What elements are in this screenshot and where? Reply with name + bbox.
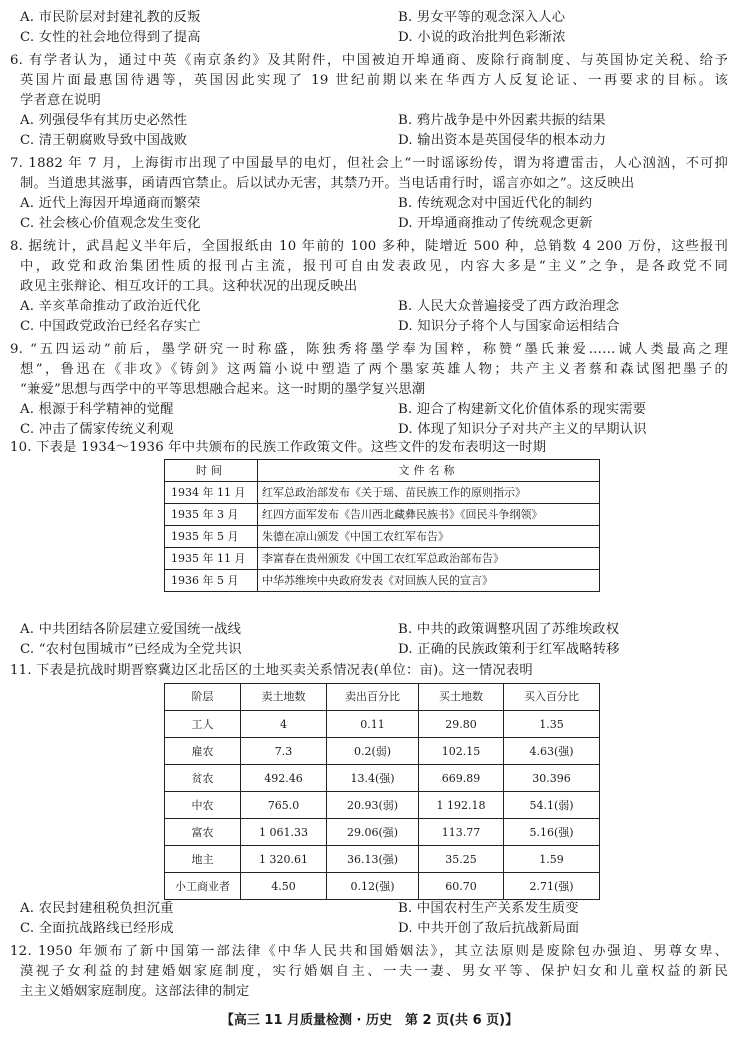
q11-option-a: A. 农民封建租税负担沉重 xyxy=(20,901,174,916)
table-cell: 2.71(强) xyxy=(504,873,600,900)
q6-stem-line-1: 6. 有学者认为，通过中英《南京条约》及其附件，中国被迫开埠通商、废除行商制度、与英国协定关税、给予 xyxy=(10,53,728,68)
table-cell: 1 320.61 xyxy=(241,846,327,873)
table-cell: 5.16(强) xyxy=(504,819,600,846)
table-cell: 小工商业者 xyxy=(165,873,241,900)
table-cell: 0.11 xyxy=(327,711,419,738)
q9-stem-line-3: “兼爱”思想与西学中的平等思想融合起来。这一时期的墨学复兴思潮 xyxy=(20,382,426,397)
q9-stem-line-2: 想”，鲁迅在《非攻》《铸剑》这两篇小说中塑造了两个墨家英雄人物；共产主义者蔡和森试图把墨子的 xyxy=(20,362,728,377)
table-cell: 29.06(强) xyxy=(327,819,419,846)
q7-option-c: C. 社会核心价值观念发生变化 xyxy=(20,216,201,231)
table-cell: 地主 xyxy=(165,846,241,873)
table-cell: 1935 年 11 月 xyxy=(165,548,258,570)
table-cell: 李富春在贵州颁发《中国工农红军总政治部布告》 xyxy=(258,548,600,570)
table-row xyxy=(165,846,600,873)
table-cell: 雇农 xyxy=(165,738,241,765)
table-cell: 4.50 xyxy=(241,873,327,900)
table-cell: 29.80 xyxy=(419,711,504,738)
table-row xyxy=(165,504,600,526)
q9-stem-line-1: 9. “五四运动”前后，墨学研究一时称盛，陈独秀将墨学奉为国粹，称赞“墨氏兼爱……诚人类最高之理 xyxy=(10,342,728,357)
q7-stem-line-1: 7. 1882 年 7 月，上海街市出现了中国最早的电灯，但社会上“一时谣诼纷传，谓为将遭雷击，人心汹汹，不可抑 xyxy=(10,156,728,171)
q7-option-d: D. 开埠通商推动了传统观念更新 xyxy=(398,216,593,231)
table-cell: 1 061.33 xyxy=(241,819,327,846)
q8-stem-line-3: 政见主张辩论、相互攻讦的工具。这种状况的出现反映出 xyxy=(20,279,358,294)
q5-option-b: B. 男女平等的观念深入人心 xyxy=(398,10,566,25)
q5-option-a: A. 市民阶层对封建礼教的反叛 xyxy=(20,10,201,25)
q9-option-a: A. 根源于科学精神的觉醒 xyxy=(20,402,174,417)
q12-stem-line-2: 漠视子女利益的封建婚姻家庭制度，实行婚姻自主、一夫一妻、男女平等、保护妇女和儿童权益的新民 xyxy=(20,964,728,979)
q8-stem-line-1: 8. 据统计，武昌起义半年后，全国报纸由 10 年前的 100 多种，陡增近 500 种，总销数 4 200 万份，这些报刊 xyxy=(10,239,728,254)
table-cell: 113.77 xyxy=(419,819,504,846)
q7-option-a: A. 近代上海因开埠通商而繁荣 xyxy=(20,196,201,211)
page-footer: 【高三 11 月质量检测 · 历史 第 2 页(共 6 页)】 xyxy=(220,1013,519,1028)
q5-option-c: C. 女性的社会地位得到了提高 xyxy=(20,30,201,45)
q7-option-b: B. 传统观念对中国近代化的制约 xyxy=(398,196,593,211)
q8-option-d: D. 知识分子将个人与国家命运相结合 xyxy=(398,319,620,334)
table-cell: 富农 xyxy=(165,819,241,846)
q10-option-a: A. 中共团结各阶层建立爱国统一战线 xyxy=(20,622,242,637)
table-cell: 中华苏维埃中央政府发表《对回族人民的宣言》 xyxy=(258,570,600,592)
table-cell: 0.2(弱) xyxy=(327,738,419,765)
table-cell: 贫农 xyxy=(165,765,241,792)
table-cell: 7.3 xyxy=(241,738,327,765)
table-row xyxy=(165,819,600,846)
table-row xyxy=(165,873,600,900)
q6-stem-line-2: 英国片面最惠国待遇等，英国因此实现了 19 世纪前期以来在华西方人反复论证、一再要求的目标。该 xyxy=(20,73,728,88)
q10-option-d: D. 正确的民族政策利于红军战略转移 xyxy=(398,642,620,657)
table-row xyxy=(165,482,600,504)
table-cell: 669.89 xyxy=(419,765,504,792)
q9-option-c: C. 冲击了儒家传统义利观 xyxy=(20,422,174,437)
table-row xyxy=(165,792,600,819)
table-cell: 1.59 xyxy=(504,846,600,873)
table-cell: 0.12(强) xyxy=(327,873,419,900)
q8-option-b: B. 人民大众普遍接受了西方政治理念 xyxy=(398,299,620,314)
table-cell: 1935 年 3 月 xyxy=(165,504,258,526)
q11-option-c: C. 全面抗战路线已经形成 xyxy=(20,921,174,936)
table-cell: 朱德在凉山颁发《中国工农红军布告》 xyxy=(258,526,600,548)
q6-option-c: C. 清王朝腐败导致中国战败 xyxy=(20,133,188,148)
table-cell: 54.1(弱) xyxy=(504,792,600,819)
table-cell: 102.15 xyxy=(419,738,504,765)
q6-option-a: A. 列强侵华有其历史必然性 xyxy=(20,113,188,128)
table-cell: 红军总政治部发布《关于瑶、苗民族工作的原则指示》 xyxy=(258,482,600,504)
table-cell: 13.4(强) xyxy=(327,765,419,792)
q8-option-a: A. 辛亥革命推动了政治近代化 xyxy=(20,299,201,314)
table-cell: 红四方面军发布《告川西北藏彝民族书》《回民斗争纲领》 xyxy=(258,504,600,526)
table-cell: 4.63(强) xyxy=(504,738,600,765)
table-cell: 1936 年 5 月 xyxy=(165,570,258,592)
q10-stem: 10. 下表是 1934～1936 年中共颁布的民族工作政策文件。这些文件的发布表明这一时期 xyxy=(10,440,547,455)
table-cell: 36.13(强) xyxy=(327,846,419,873)
q11-table xyxy=(164,683,600,900)
table-header-cell: 卖出百分比 xyxy=(327,684,419,711)
table-cell: 492.46 xyxy=(241,765,327,792)
table-cell: 20.93(弱) xyxy=(327,792,419,819)
q10-table xyxy=(164,459,600,592)
q12-stem-line-1: 12. 1950 年颁布了新中国第一部法律《中华人民共和国婚姻法》，其立法原则是废除包办强迫、男尊女卑、 xyxy=(10,944,728,959)
table-row xyxy=(165,526,600,548)
q8-stem-line-2: 中，政党和政治集团性质的报刊占主流，报刊可自由发表政见，内容大多是“主义”之争，是各政党不同 xyxy=(20,259,728,274)
table-header-cell: 买入百分比 xyxy=(504,684,600,711)
q10-option-b: B. 中共的政策调整巩固了苏维埃政权 xyxy=(398,622,620,637)
table-row xyxy=(165,765,600,792)
table-cell: 35.25 xyxy=(419,846,504,873)
q11-option-b: B. 中国农村生产关系发生质变 xyxy=(398,901,579,916)
table-row xyxy=(165,570,600,592)
q11-stem: 11. 下表是抗战时期晋察冀边区北岳区的土地买卖关系情况表(单位：亩)。这一情况表明 xyxy=(10,663,533,678)
table-header-cell: 卖土地数 xyxy=(241,684,327,711)
table-header-cell: 时间 xyxy=(165,460,258,482)
table-cell: 4 xyxy=(241,711,327,738)
table-header-row xyxy=(165,684,600,711)
table-row xyxy=(165,711,600,738)
table-cell: 1 192.18 xyxy=(419,792,504,819)
q5-option-d: D. 小说的政治批判色彩渐浓 xyxy=(398,30,566,45)
table-cell: 1935 年 5 月 xyxy=(165,526,258,548)
table-row xyxy=(165,738,600,765)
q9-option-b: B. 迎合了构建新文化价值体系的现实需要 xyxy=(398,402,647,417)
table-cell: 1934 年 11 月 xyxy=(165,482,258,504)
table-cell: 工人 xyxy=(165,711,241,738)
q12-stem-line-3: 主主义婚姻家庭制度。这部法律的制定 xyxy=(20,984,250,999)
q6-stem-line-3: 学者意在说明 xyxy=(20,93,101,108)
q10-option-c: C. “农村包围城市”已经成为全党共识 xyxy=(20,642,242,657)
table-header-row xyxy=(165,460,600,482)
q8-option-c: C. 中国政党政治已经名存实亡 xyxy=(20,319,201,334)
table-cell: 中农 xyxy=(165,792,241,819)
q7-stem-line-2: 制。当道患其滋事，函请西官禁止。后以试办无害，其禁乃开。当电话甫行时，谣言亦如之”。这反映出 xyxy=(20,176,635,191)
table-cell: 1.35 xyxy=(504,711,600,738)
q11-option-d: D. 中共开创了敌后抗战新局面 xyxy=(398,921,580,936)
q9-option-d: D. 体现了知识分子对共产主义的早期认识 xyxy=(398,422,647,437)
table-cell: 30.396 xyxy=(504,765,600,792)
table-header-cell: 阶层 xyxy=(165,684,241,711)
table-row xyxy=(165,548,600,570)
q6-option-b: B. 鸦片战争是中外因素共振的结果 xyxy=(398,113,606,128)
q6-option-d: D. 输出资本是英国侵华的根本动力 xyxy=(398,133,607,148)
table-header-cell: 买土地数 xyxy=(419,684,504,711)
table-cell: 765.0 xyxy=(241,792,327,819)
table-header-cell: 文件名称 xyxy=(258,460,600,482)
table-cell: 60.70 xyxy=(419,873,504,900)
